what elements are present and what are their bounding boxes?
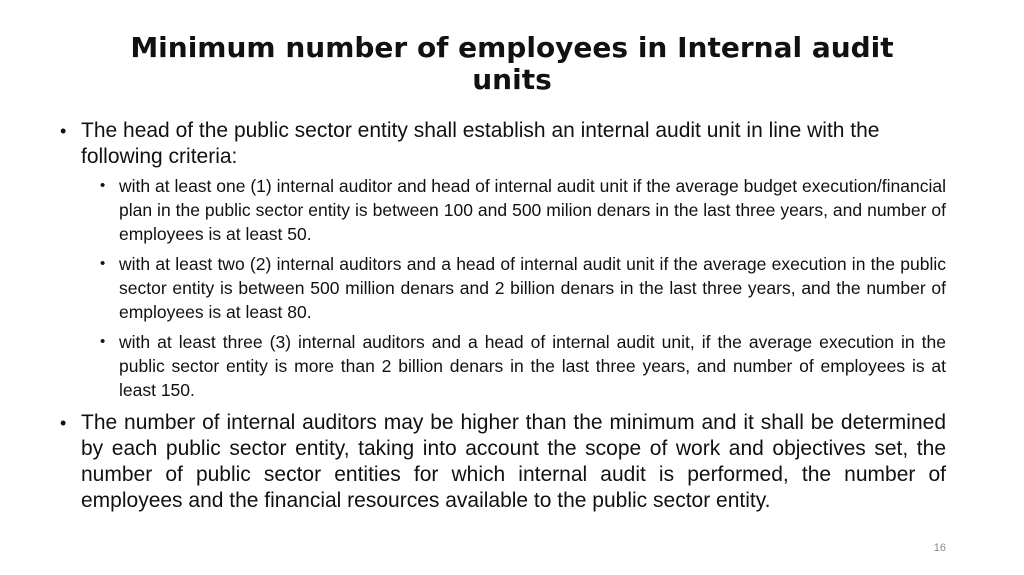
bullet-icon: • — [60, 121, 67, 141]
bullet-icon: • — [100, 333, 106, 350]
sub-bullet-text: with at least one (1) internal auditor and head of internal audit unit if the average budget execution/financial plan in the public sector entity is between 100 and 500 milion denars in the last three years, and number of employees is at least 50. — [119, 176, 946, 244]
sub-bullet-text: with at least three (3) internal auditors and a head of internal audit unit, if the average execution in the public sector entity is more than 2 billion denars in the last three years, and number of employees is at least 150. — [119, 332, 946, 400]
bullet-icon: • — [60, 413, 67, 433]
bullet-text: The head of the public sector entity shall establish an internal audit unit in line with the following criteria: — [81, 119, 880, 168]
sub-bullet-item — [100, 252, 946, 324]
bullet-icon: • — [100, 255, 106, 272]
bullet-text: The number of internal auditors may be higher than the minimum and it shall be determined by each public sector entity, taking into account the scope of work and objectives set, the number of public sector entities for which internal audit is performed, the number of employees and the financial resources available to the public sector entity. — [81, 411, 946, 512]
slide-title: Minimum number of employees in Internal audit units — [130, 31, 894, 96]
sub-bullet-list — [60, 174, 946, 402]
page-number: 16 — [933, 542, 946, 554]
sub-bullet-text: with at least two (2) internal auditors and a head of internal audit unit if the average execution in the public sector entity is between 500 million denars and 2 billion denars in the last three years, and the number of employees is at least 80. — [119, 254, 946, 322]
slide-content — [60, 118, 946, 514]
sub-bullet-item — [100, 174, 946, 246]
sub-bullet-item — [100, 330, 946, 402]
bullet-item — [60, 410, 946, 514]
bullet-icon: • — [100, 177, 106, 194]
bullet-item — [60, 118, 946, 170]
